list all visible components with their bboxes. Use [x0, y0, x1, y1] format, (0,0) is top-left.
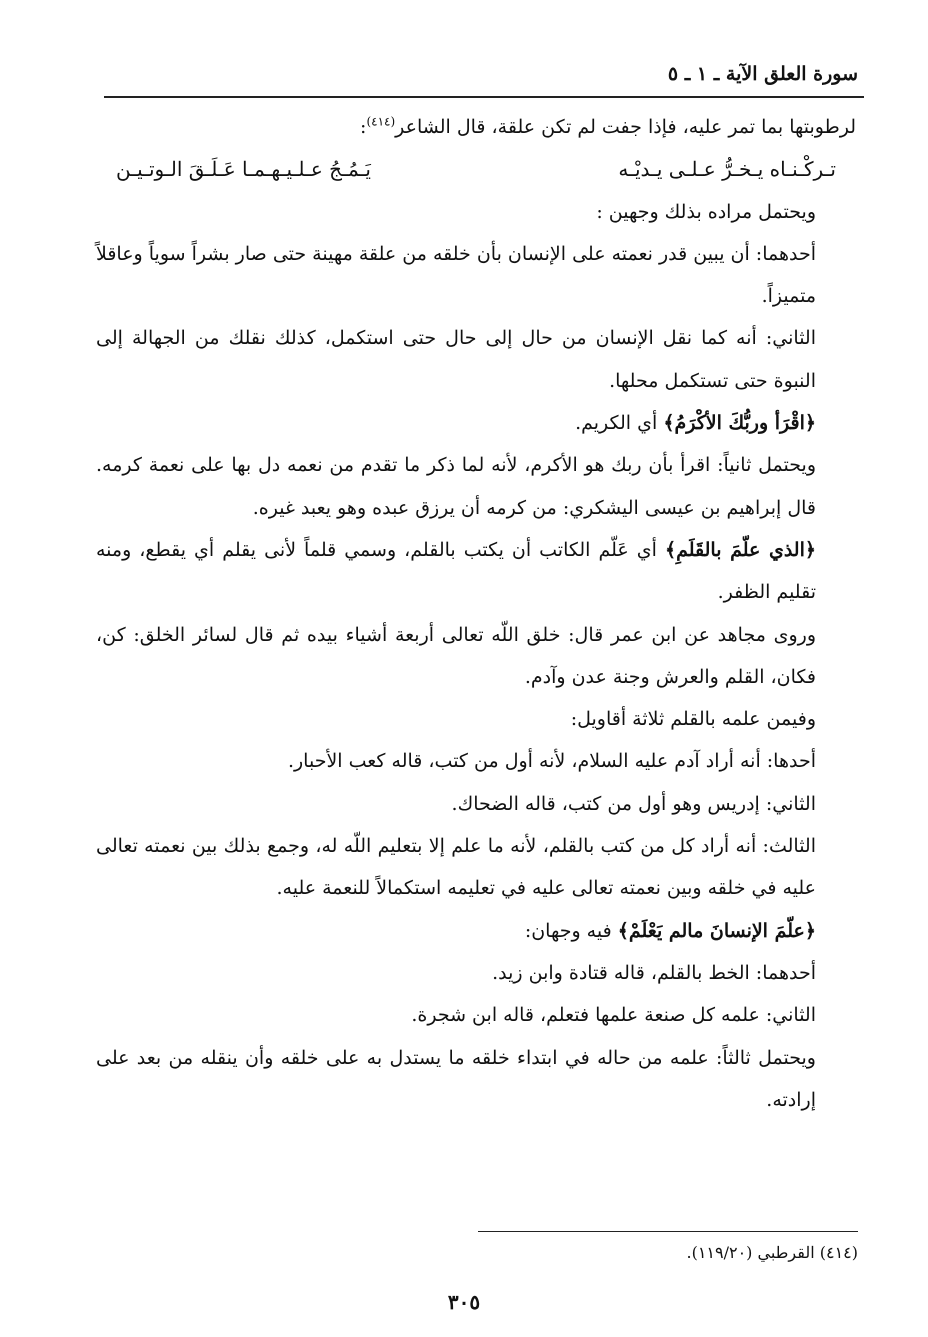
paragraph-second-meaning: الثاني: أنه كما نقل الإنسان من حال إلى حال حتى استكمل، كذلك نقلك من الجهالة إلى النبوة حتى تستكمل محلها. — [96, 327, 816, 392]
paragraph-verse-iqra — [96, 402, 856, 444]
paragraph-opinion-one: أحدها: أنه أراد آدم عليه السلام، لأنه أول من كتب، قاله كعب الأحبار. — [287, 750, 816, 773]
header-rule — [104, 96, 864, 98]
paragraph-opinion-two: الثاني: إدريس وهو أول من كتب، قاله الضحاك. — [451, 792, 816, 815]
verse-hemistich-left: يَـمُـجُ عـلـيـهـمـا عَـلَـقَ الـوتـيـن — [116, 157, 371, 182]
paragraph-mujahid: وروى مجاهد عن ابن عمر قال: خلق اللّه تعالى أربعة أشياء بيده ثم قال لسائر الخلق: كن، فكان، القلم والعرش وجنة عدن وآدم. — [96, 623, 816, 688]
running-head: سورة العلق الآية ـ ١ ـ ٥ — [667, 63, 858, 85]
footnote-rule — [478, 1231, 858, 1232]
paragraph-three-opinions: وفيمن علمه بالقلم ثلاثة أقاويل: — [570, 708, 816, 731]
paragraph-aspect-one: أحدهما: الخط بالقلم، قاله قتادة وابن زيد. — [492, 961, 816, 984]
quran-verse-allama: ﴿علّمَ الإنسانَ مالم يَعْلَمْ﴾ — [617, 919, 816, 942]
footnote: (٤١٤) القرطبي (١١٩/٢٠). — [686, 1243, 858, 1262]
paragraph-third-meaning: ويحتمل ثانياً: اقرأ بأن ربك هو الأكرم، لأنه لما ذكر ما تقدم من نعمه دل بها على نعمة كرمه. قال إبراهيم بن عيسى اليشكري: من كرمه أن يرزق عبده وهو يعبد غيره. — [96, 454, 816, 519]
paragraph-verse-qalam — [96, 529, 856, 614]
paragraph-aspect-two: الثاني: علمه كل صنعة علمها فتعلم، قاله ابن شجرة. — [411, 1004, 816, 1027]
commentary-text: أي الكريم. — [575, 412, 664, 435]
commentary-text: فيه وجهان: — [524, 919, 618, 942]
poetry-verse — [96, 148, 856, 190]
commentary-text: أي عَلّم الكاتب أن يكتب بالقلم، وسمي قلماً لأنى يقلم أي يقطع، ومنه تقليم الظفر. — [96, 538, 816, 604]
quran-verse-iqra: ﴿اقْرَأ وربُّكَ الأكْرَمُ﴾ — [663, 412, 816, 435]
page-number: ٣٠٥ — [447, 1290, 481, 1314]
paragraph-first-meaning: أحدهما: أن يبين قدر نعمته على الإنسان بأن خلقه من علقة مهينة حتى صار بشراً سوياً وعاقلاً متميزاً. — [96, 242, 816, 308]
quran-verse-qalam: ﴿الذي علّمَ بالقَلَمِ﴾ — [664, 538, 816, 561]
paragraph-opinion-three: الثالث: أنه أراد كل من كتب بالقلم، لأنه ما علم إلا بتعليم اللّه له، وجمع بذلك بين نعمته تعالى عليه في خلقه وبين نعمته تعالى عليه في تعليمه استكمالاً للنعمة عليه. — [96, 835, 816, 900]
paragraph-two-meanings: ويحتمل مراده بذلك وجهين : — [596, 200, 816, 223]
intro-tail: : — [360, 116, 367, 138]
intro-text: لرطوبتها بما تمر عليه، فإذا جفت لم تكن علقة، قال الشاعر — [395, 116, 856, 138]
body-text — [96, 106, 856, 1121]
footnote-ref[interactable]: (٤١٤) — [366, 114, 396, 129]
verse-hemistich-right: تـركْـنـاه يـخـرُّ عـلـى يـديْـه — [618, 157, 836, 182]
intro-paragraph — [96, 106, 856, 148]
paragraph-aspect-three: ويحتمل ثالثاً: علمه من حاله في ابتداء خلقه ما يستدل به على خلقه وأن ينقله من بعد على إرادته. — [96, 1046, 816, 1111]
paragraph-verse-allama — [96, 910, 856, 952]
